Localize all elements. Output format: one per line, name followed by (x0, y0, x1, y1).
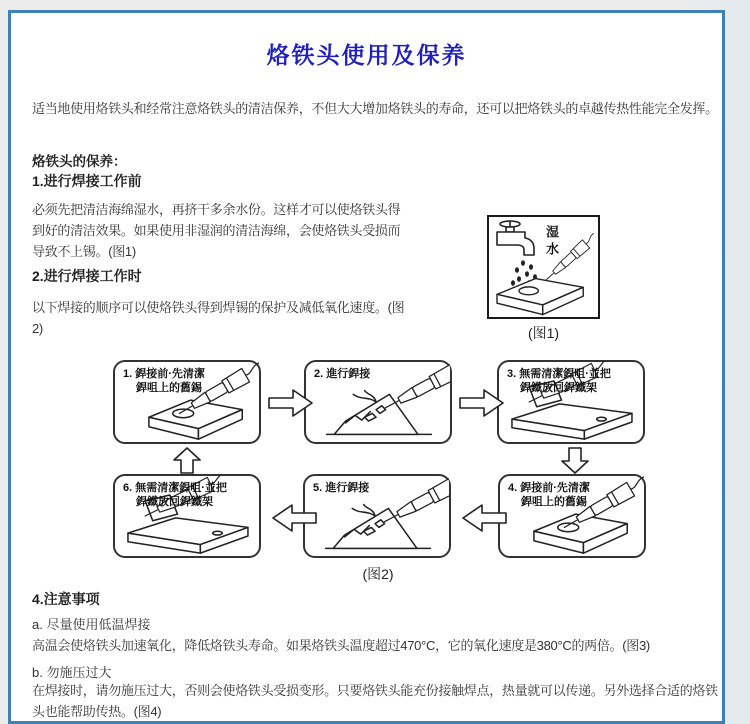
arrow-up-icon (172, 447, 202, 474)
figure1-caption: (图1) (527, 325, 560, 341)
flow-step-5-label: 5. 進行銲接 (313, 482, 370, 494)
flow-step-1 (113, 360, 261, 444)
intro-paragraph: 适当地使用烙铁头和经常注意烙铁头的清洁保养，不但大大增加烙铁头的寿命，还可以把烙铁头的卓越传热性能完全发挥。 (32, 101, 718, 116)
section2-heading: 2.进行焊接工作时 (32, 268, 142, 284)
flow-step-4 (498, 474, 646, 558)
flow-step-3-label: 3. 無需清潔銲咀·並把 銲鐵放回銲鐵架 (507, 368, 611, 394)
arrow-right-icon (268, 388, 314, 418)
flow-step-3 (497, 360, 645, 444)
note-b-heading: b. 勿施压过大 (32, 665, 112, 680)
arrow-left-icon (461, 503, 507, 533)
flow-step-1-label: 1. 銲接前·先清潔 銲咀上的舊錫 (123, 368, 205, 394)
note-b-body: 在焊接时，请勿施压过大，否则会使烙铁头受损变形。只要烙铁头能充份接触焊点，热量就可以传递。另外选择合适的烙铁头也能帮助传热。(图4) (32, 683, 718, 719)
figure1-illustration (487, 215, 600, 319)
care-heading: 烙铁头的保养： (32, 154, 127, 169)
flow-step-6 (113, 474, 261, 558)
arrow-down-icon (560, 447, 590, 474)
flow-step-2 (304, 360, 452, 444)
document-frame (8, 10, 725, 724)
section1-heading: 1.进行焊接工作前 (32, 173, 142, 189)
section2-body: 以下焊接的顺序可以使烙铁头得到焊锡的保护及减低氧化速度。(图2) (32, 300, 405, 336)
figure2-caption: (图2) (362, 566, 394, 582)
figure1 (487, 215, 600, 343)
page-title: 烙铁头使用及保养 (266, 42, 467, 68)
flow-step-5 (303, 474, 451, 558)
note-a-body: 高温会使烙铁头加速氧化，降低烙铁头寿命。如果烙铁头温度超过470°C，它的氧化速度是380°C的两倍。(图3) (32, 638, 650, 653)
wet-water-label: 湿水 (544, 225, 559, 259)
arrow-left-icon (271, 503, 317, 533)
note-a-heading: a. 尽量使用低温焊接 (32, 617, 151, 632)
flow-step-6-label: 6. 無需清潔銲咀·並把 銲鐵放回銲鐵架 (123, 482, 227, 508)
section1-body: 必须先把清洁海绵湿水，再挤干多余水份。这样才可以使烙铁头得到好的清洁效果。如果使用非湿润的清洁海绵，会使烙铁头受损而导致不上锡。(图1) (32, 202, 401, 259)
flow-step-2-label: 2. 進行銲接 (314, 368, 371, 380)
flow-step-4-label: 4. 銲接前·先清潔 銲咀上的舊錫 (508, 482, 590, 508)
arrow-right-icon (459, 388, 505, 418)
section4-heading: 4.注意事项 (32, 591, 100, 607)
